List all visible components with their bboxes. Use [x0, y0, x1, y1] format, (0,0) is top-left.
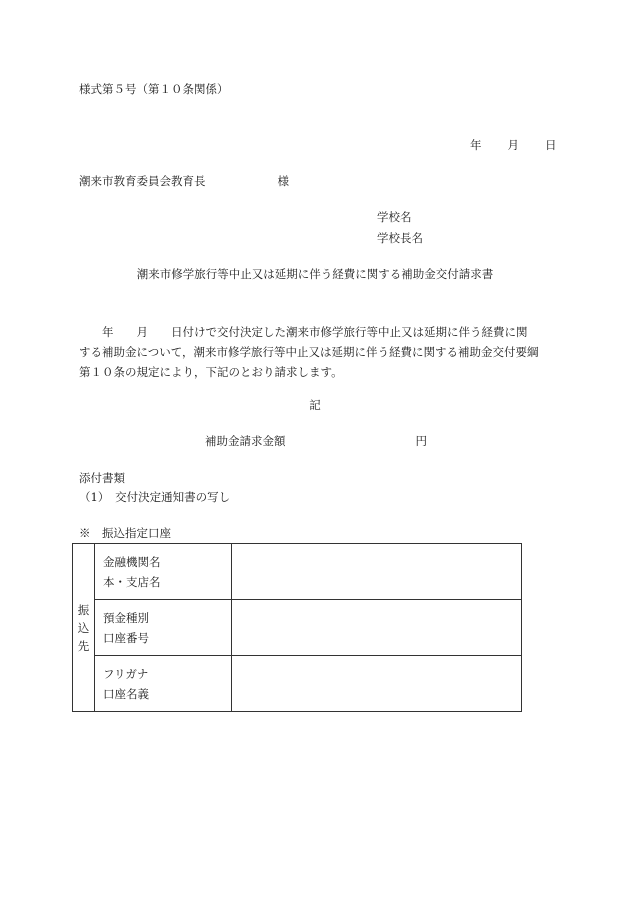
account-holder-field[interactable]: [232, 656, 522, 712]
principal-name-label: 学校長名: [377, 231, 423, 245]
date-line: [470, 140, 557, 152]
amount-line: [205, 436, 427, 448]
side-char: 込: [77, 620, 90, 635]
form-number: 様式第５号（第１０条関係）: [79, 82, 229, 96]
table-row: [73, 600, 522, 656]
recipient-honorific: 様: [277, 174, 289, 188]
label-line: 金融機関名: [103, 554, 161, 569]
label-line: 口座番号: [103, 630, 149, 645]
ki-heading: 記: [309, 398, 321, 412]
side-char: 先: [77, 638, 90, 653]
bank-branch-label: [95, 544, 232, 600]
attachment-item: （1） 交付決定通知書の写し: [79, 490, 231, 504]
bank-branch-field[interactable]: [232, 544, 522, 600]
recipient-line: [79, 176, 289, 188]
amount-label: 補助金請求金額: [205, 434, 286, 448]
label-line: フリガナ: [103, 666, 149, 681]
table-row: [73, 656, 522, 712]
bank-account-table: [72, 543, 522, 712]
recipient-name: 潮来市教育委員会教育長: [79, 174, 206, 188]
account-type-label: [95, 600, 232, 656]
document-title: 潮来市修学旅行等中止又は延期に伴う経費に関する補助金交付請求書: [136, 267, 494, 281]
account-heading: ※ 振込指定口座: [79, 526, 171, 540]
school-name-label: 学校名: [377, 210, 412, 224]
date-year: 年: [470, 138, 482, 152]
table-row: [73, 544, 522, 600]
date-month: 月: [507, 138, 519, 152]
side-char: 振: [77, 602, 90, 617]
body-line-2: する補助金について，潮来市修学旅行等中止又は延期に伴う経費に関する補助金交付要綱: [79, 345, 539, 359]
amount-unit: 円: [415, 434, 427, 448]
account-holder-label: [95, 656, 232, 712]
label-line: 口座名義: [103, 686, 149, 701]
account-type-field[interactable]: [232, 600, 522, 656]
attachments-heading: 添付書類: [79, 471, 125, 485]
body-line-1: 年 月 日付けで交付決定した潮来市修学旅行等中止又は延期に伴う経費に関: [79, 325, 528, 339]
label-line: 本・支店名: [103, 574, 161, 589]
date-day: 日: [545, 138, 557, 152]
label-line: 預金種別: [103, 610, 149, 625]
transfer-destination-label: [73, 544, 95, 712]
body-line-3: 第１０条の規定により，下記のとおり請求します。: [79, 365, 343, 379]
request-body: [79, 322, 554, 382]
